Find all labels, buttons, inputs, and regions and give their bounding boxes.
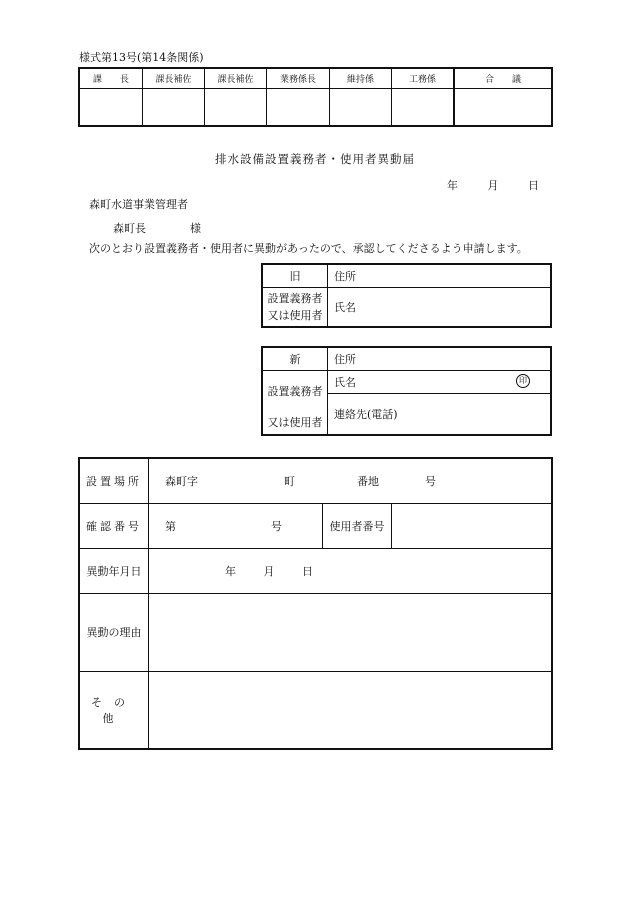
new-contact-label: 連絡先(電話)	[334, 408, 398, 421]
location-banchi: 番地	[357, 474, 379, 488]
change-date-field[interactable]	[149, 548, 553, 593]
user-number-label: 使用者番号	[323, 503, 392, 548]
reason-field[interactable]	[149, 593, 553, 671]
recipient-honorific: 様	[190, 222, 201, 235]
application-statement: 次のとおり設置義務者・使用者に異動があったので、承認してくださるよう申請します。	[89, 242, 528, 255]
recipient-title: 森町水道事業管理者	[89, 198, 188, 211]
old-role-line2: 又は使用者	[267, 309, 323, 322]
seal-mark-icon: 印	[516, 374, 530, 388]
recipient-name-line	[113, 220, 201, 236]
location-cho: 町	[284, 474, 295, 488]
new-party-table	[261, 346, 552, 436]
submission-date[interactable]: 年 月 日	[447, 179, 539, 192]
other-row	[79, 671, 552, 749]
old-address-field[interactable]	[328, 264, 552, 288]
stamp-box[interactable]	[79, 89, 143, 127]
confirm-number-field[interactable]	[149, 503, 323, 548]
approval-header-row	[79, 68, 552, 89]
location-field[interactable]	[149, 458, 553, 503]
approval-header-deputy-1: 課長補佐	[143, 68, 205, 89]
approval-stamp-row	[79, 89, 552, 127]
location-prefix: 森町字	[165, 474, 198, 488]
reason-label: 異動の理由	[79, 593, 149, 671]
location-row	[79, 458, 552, 503]
confirm-go: 号	[271, 519, 282, 533]
new-role-label	[262, 371, 328, 436]
new-name-field[interactable]	[328, 371, 552, 394]
old-name-label: 氏名	[334, 301, 356, 314]
new-address-field[interactable]	[328, 347, 552, 371]
stamp-box[interactable]	[392, 89, 455, 127]
other-label: その他	[79, 671, 149, 749]
approval-stamp-table	[78, 67, 553, 127]
form-number: 様式第13号(第14条関係)	[79, 51, 204, 64]
confirm-dai: 第	[165, 519, 176, 533]
stamp-box[interactable]	[454, 89, 552, 127]
location-go: 号	[425, 474, 436, 488]
stamp-box[interactable]	[267, 89, 330, 127]
change-date-label: 異動年月日	[79, 548, 149, 593]
old-role-line1: 設置義務者	[267, 292, 323, 305]
details-table	[78, 457, 553, 750]
new-name-label: 氏名	[334, 376, 356, 389]
stamp-box[interactable]	[143, 89, 205, 127]
new-contact-field[interactable]	[328, 394, 552, 436]
approval-header-engineering: 工務係	[392, 68, 455, 89]
change-date-value: 年 月 日	[225, 564, 313, 578]
recipient-mayor: 森町長	[113, 222, 146, 235]
stamp-box[interactable]	[205, 89, 267, 127]
confirm-row	[79, 503, 552, 548]
new-role-line1: 設置義務者	[267, 384, 323, 398]
user-number-field[interactable]	[392, 503, 553, 548]
old-address-label: 住所	[334, 270, 356, 283]
old-role-label	[262, 288, 328, 328]
approval-header-maintenance: 維持係	[330, 68, 392, 89]
old-name-field[interactable]	[328, 288, 552, 328]
reason-row	[79, 593, 552, 671]
approval-header-chief: 課 長	[79, 68, 143, 89]
new-address-label: 住所	[334, 353, 356, 366]
form-title: 排水設備設置義務者・使用者異動届	[215, 152, 415, 166]
stamp-box[interactable]	[330, 89, 392, 127]
old-party-table	[261, 263, 552, 328]
approval-header-consultation: 合 議	[454, 68, 552, 89]
location-label: 設置場所	[79, 458, 149, 503]
new-tag: 新	[262, 347, 328, 371]
confirm-label: 確認番号	[79, 503, 149, 548]
change-date-row	[79, 548, 552, 593]
other-field[interactable]	[149, 671, 553, 749]
approval-header-business-head: 業務係長	[267, 68, 330, 89]
old-tag: 旧	[262, 264, 328, 288]
new-role-line2: 又は使用者	[267, 415, 323, 429]
approval-header-deputy-2: 課長補佐	[205, 68, 267, 89]
